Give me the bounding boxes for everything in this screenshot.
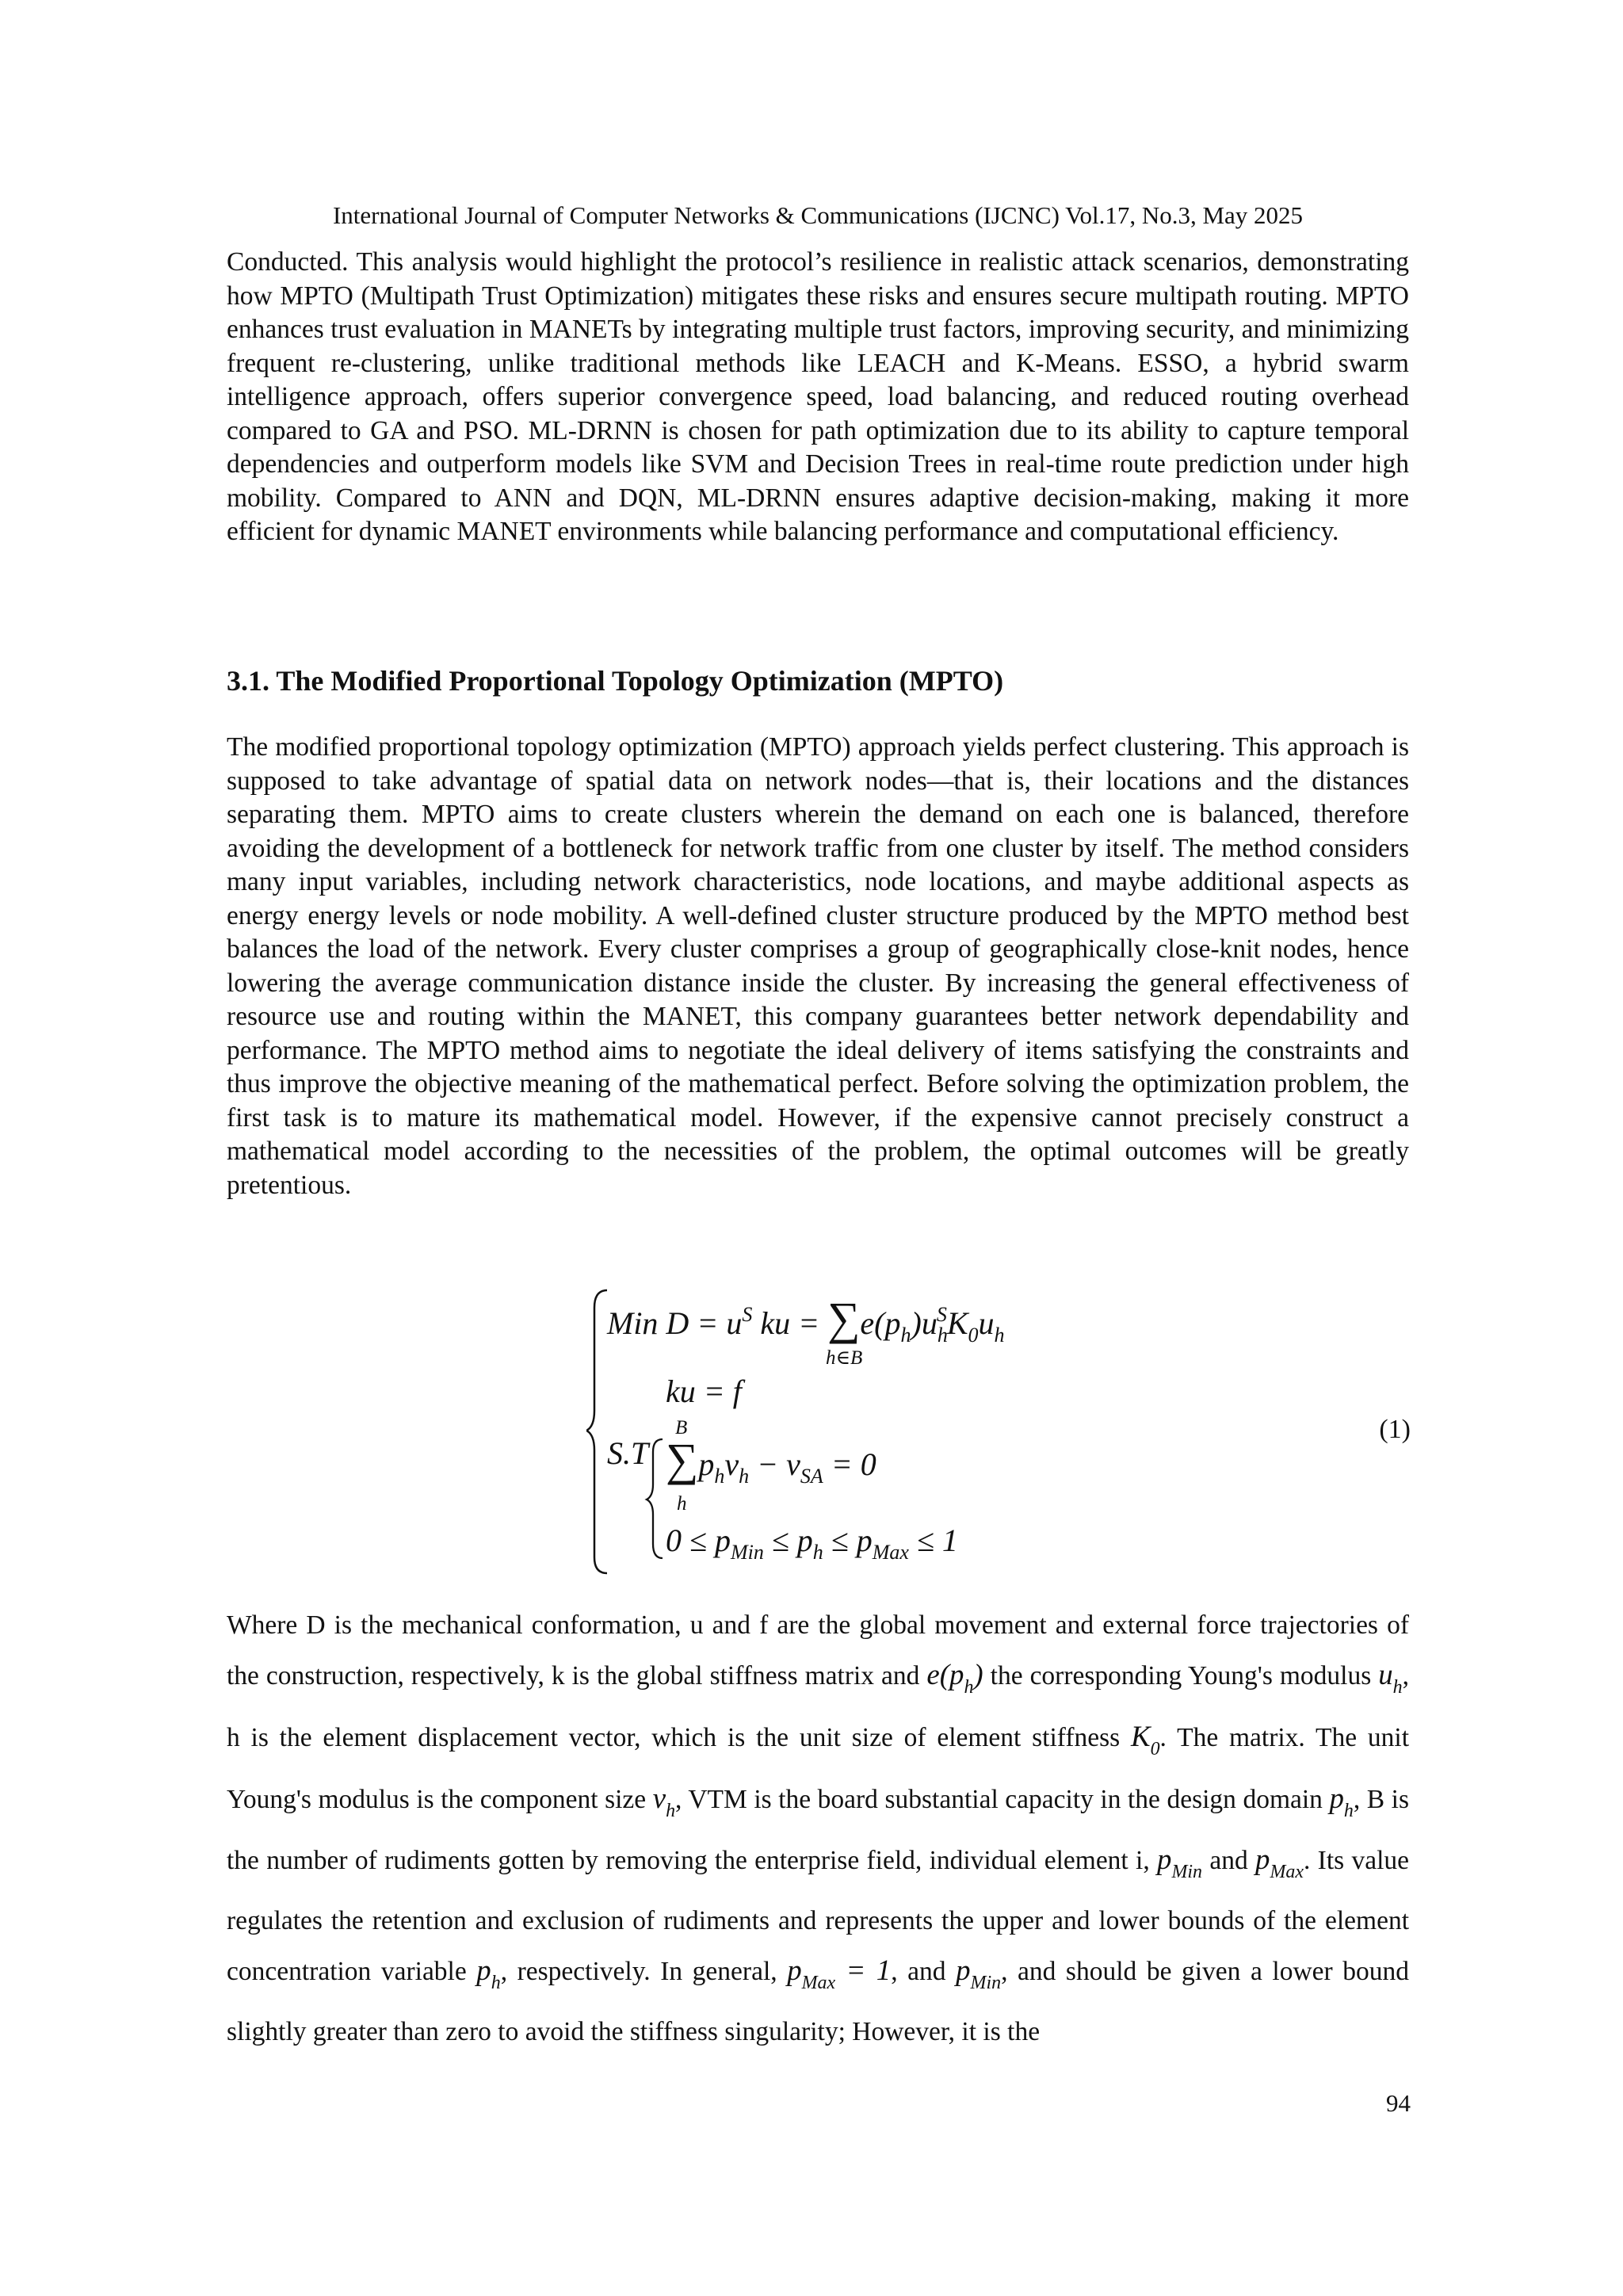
- math-p-h: $p_h$: [1329, 1781, 1354, 1821]
- page-number: 94: [1386, 2089, 1411, 2117]
- math-p-min: $p_{Min}$: [1157, 1843, 1203, 1883]
- eq-sum-subscript: h∈B: [826, 1347, 863, 1369]
- math-v-h: $v_h$: [652, 1781, 676, 1821]
- math-p-min-2: $p_{Min}$: [956, 1954, 1002, 1993]
- eq-line-bounds: $0 \le p_{Min} \le p_h \le p_{Max} \le 1$: [666, 1522, 958, 1564]
- math-p-h-2: $p_h$: [476, 1954, 501, 1993]
- eq-line-volume: $\sum p_hv_h - v_{SA} = 0$: [666, 1434, 876, 1488]
- math-K0: $K_0$: [1131, 1719, 1160, 1759]
- equation-1: [586, 1284, 1411, 1577]
- eq-sum-top: B: [675, 1417, 688, 1438]
- paragraph-intro: Conducted. This analysis would highlight the protocol’s resilience in realistic attack scenarios, demonstrating how MPTO (Multipath Trust Optimization) mitigates these risks and ensures secure multipath routing. MPTO enhances trust evaluation in MANETs by integrating multiple trust factors, improving security, and minimizing frequent re-clustering, unlike traditional methods like LEACH and K-Means. ESSO, a hybrid swarm intelligence approach, offers superior convergence speed, load balancing, and reduced routing overhead compared to GA and PSO. ML-DRNN is chosen for path optimization due to its ability to capture temporal dependencies and outperform models like SVM and Decision Trees in real-time route prediction under high mobility. Compared to ANN and DQN, ML-DRNN ensures adaptive decision-making, making it more efficient for dynamic MANET environments while balancing performance and computational efficiency.: [227, 247, 1409, 546]
- eq-sum-bottom: h: [677, 1493, 687, 1515]
- math-u-h: $u_h$: [1378, 1658, 1403, 1698]
- paragraph-variables: Where D is the mechanical conformation, u and f are the global movement and external force trajectories of the construction, respectively, k is the global stiffness matrix and $e(p_h)$ the corresponding Young's modulus $u_h$, h is the element displacement vector, which is the unit size of element stiffness $K_0$. The matrix. The unit Young's modulus is the component size $v_h$, VTM is the board substantial capacity in the design domain $p_h$, B is the number of rudiments gotten by removing the enterprise field, individual element i, $p_{Min}$ and $p_{Max}$. Its value regulates the retention and exclusion of rudiments and represents the upper and lower bounds of the element concentration variable $p_h$, respectively. In general, $p_{Max} = 1$, and $p_{Min}$, and should be given a lower bound slightly greater than zero to avoid the stiffness singularity; However, it is the: [227, 1610, 1410, 2046]
- eq-line-objective: Min $D = u^S$ ku = $\sum e(p_h)u_h^SK_0u_h$: [607, 1293, 1005, 1347]
- math-p-max-eq: $p_{Max} = 1$: [787, 1954, 892, 1993]
- paragraph-mpto: The modified proportional topology optimization (MPTO) approach yields perfect clustering. This approach is supposed to take advantage of spatial data on network nodes—that is, their locations and the distances separating them. MPTO aims to create clusters wherein the demand on each one is balanced, therefore avoiding the development of a bottleneck for network traffic from one cluster by itself. The method considers many input variables, including network characteristics, node locations, and maybe additional aspects as energy energy levels or node mobility. A well-defined cluster structure produced by the MPTO method best balances the load of the network. Every cluster comprises a group of geographically close-knit nodes, hence lowering the average communication distance inside the cluster. By increasing the general effectiveness of resource use and routing within the MANET, this company guarantees better network dependability and performance. The MPTO method aims to negotiate the ideal delivery of items satisfying the constraints and thus improve the objective meaning of the mathematical perfect. Before solving the optimization problem, the first task is to mature its mathematical model. However, if the expensive cannot precisely construct a mathematical model according to the necessities of the problem, the optimal outcomes will be greatly pretentious.: [227, 732, 1409, 1200]
- eq-st-label: S.T: [607, 1435, 649, 1471]
- eq-line-ku: ku = f: [666, 1373, 742, 1409]
- equation-number: (1): [1379, 1415, 1411, 1444]
- math-e-ph: $e(p_h)$: [926, 1658, 983, 1698]
- math-p-max: $p_{Max}$: [1255, 1843, 1304, 1883]
- section-heading: 3.1. The Modified Proportional Topology Optimization (MPTO): [227, 665, 1004, 697]
- journal-header: International Journal of Computer Networks & Communications (IJCNC) Vol.17, No.3, May 2025: [332, 201, 1304, 229]
